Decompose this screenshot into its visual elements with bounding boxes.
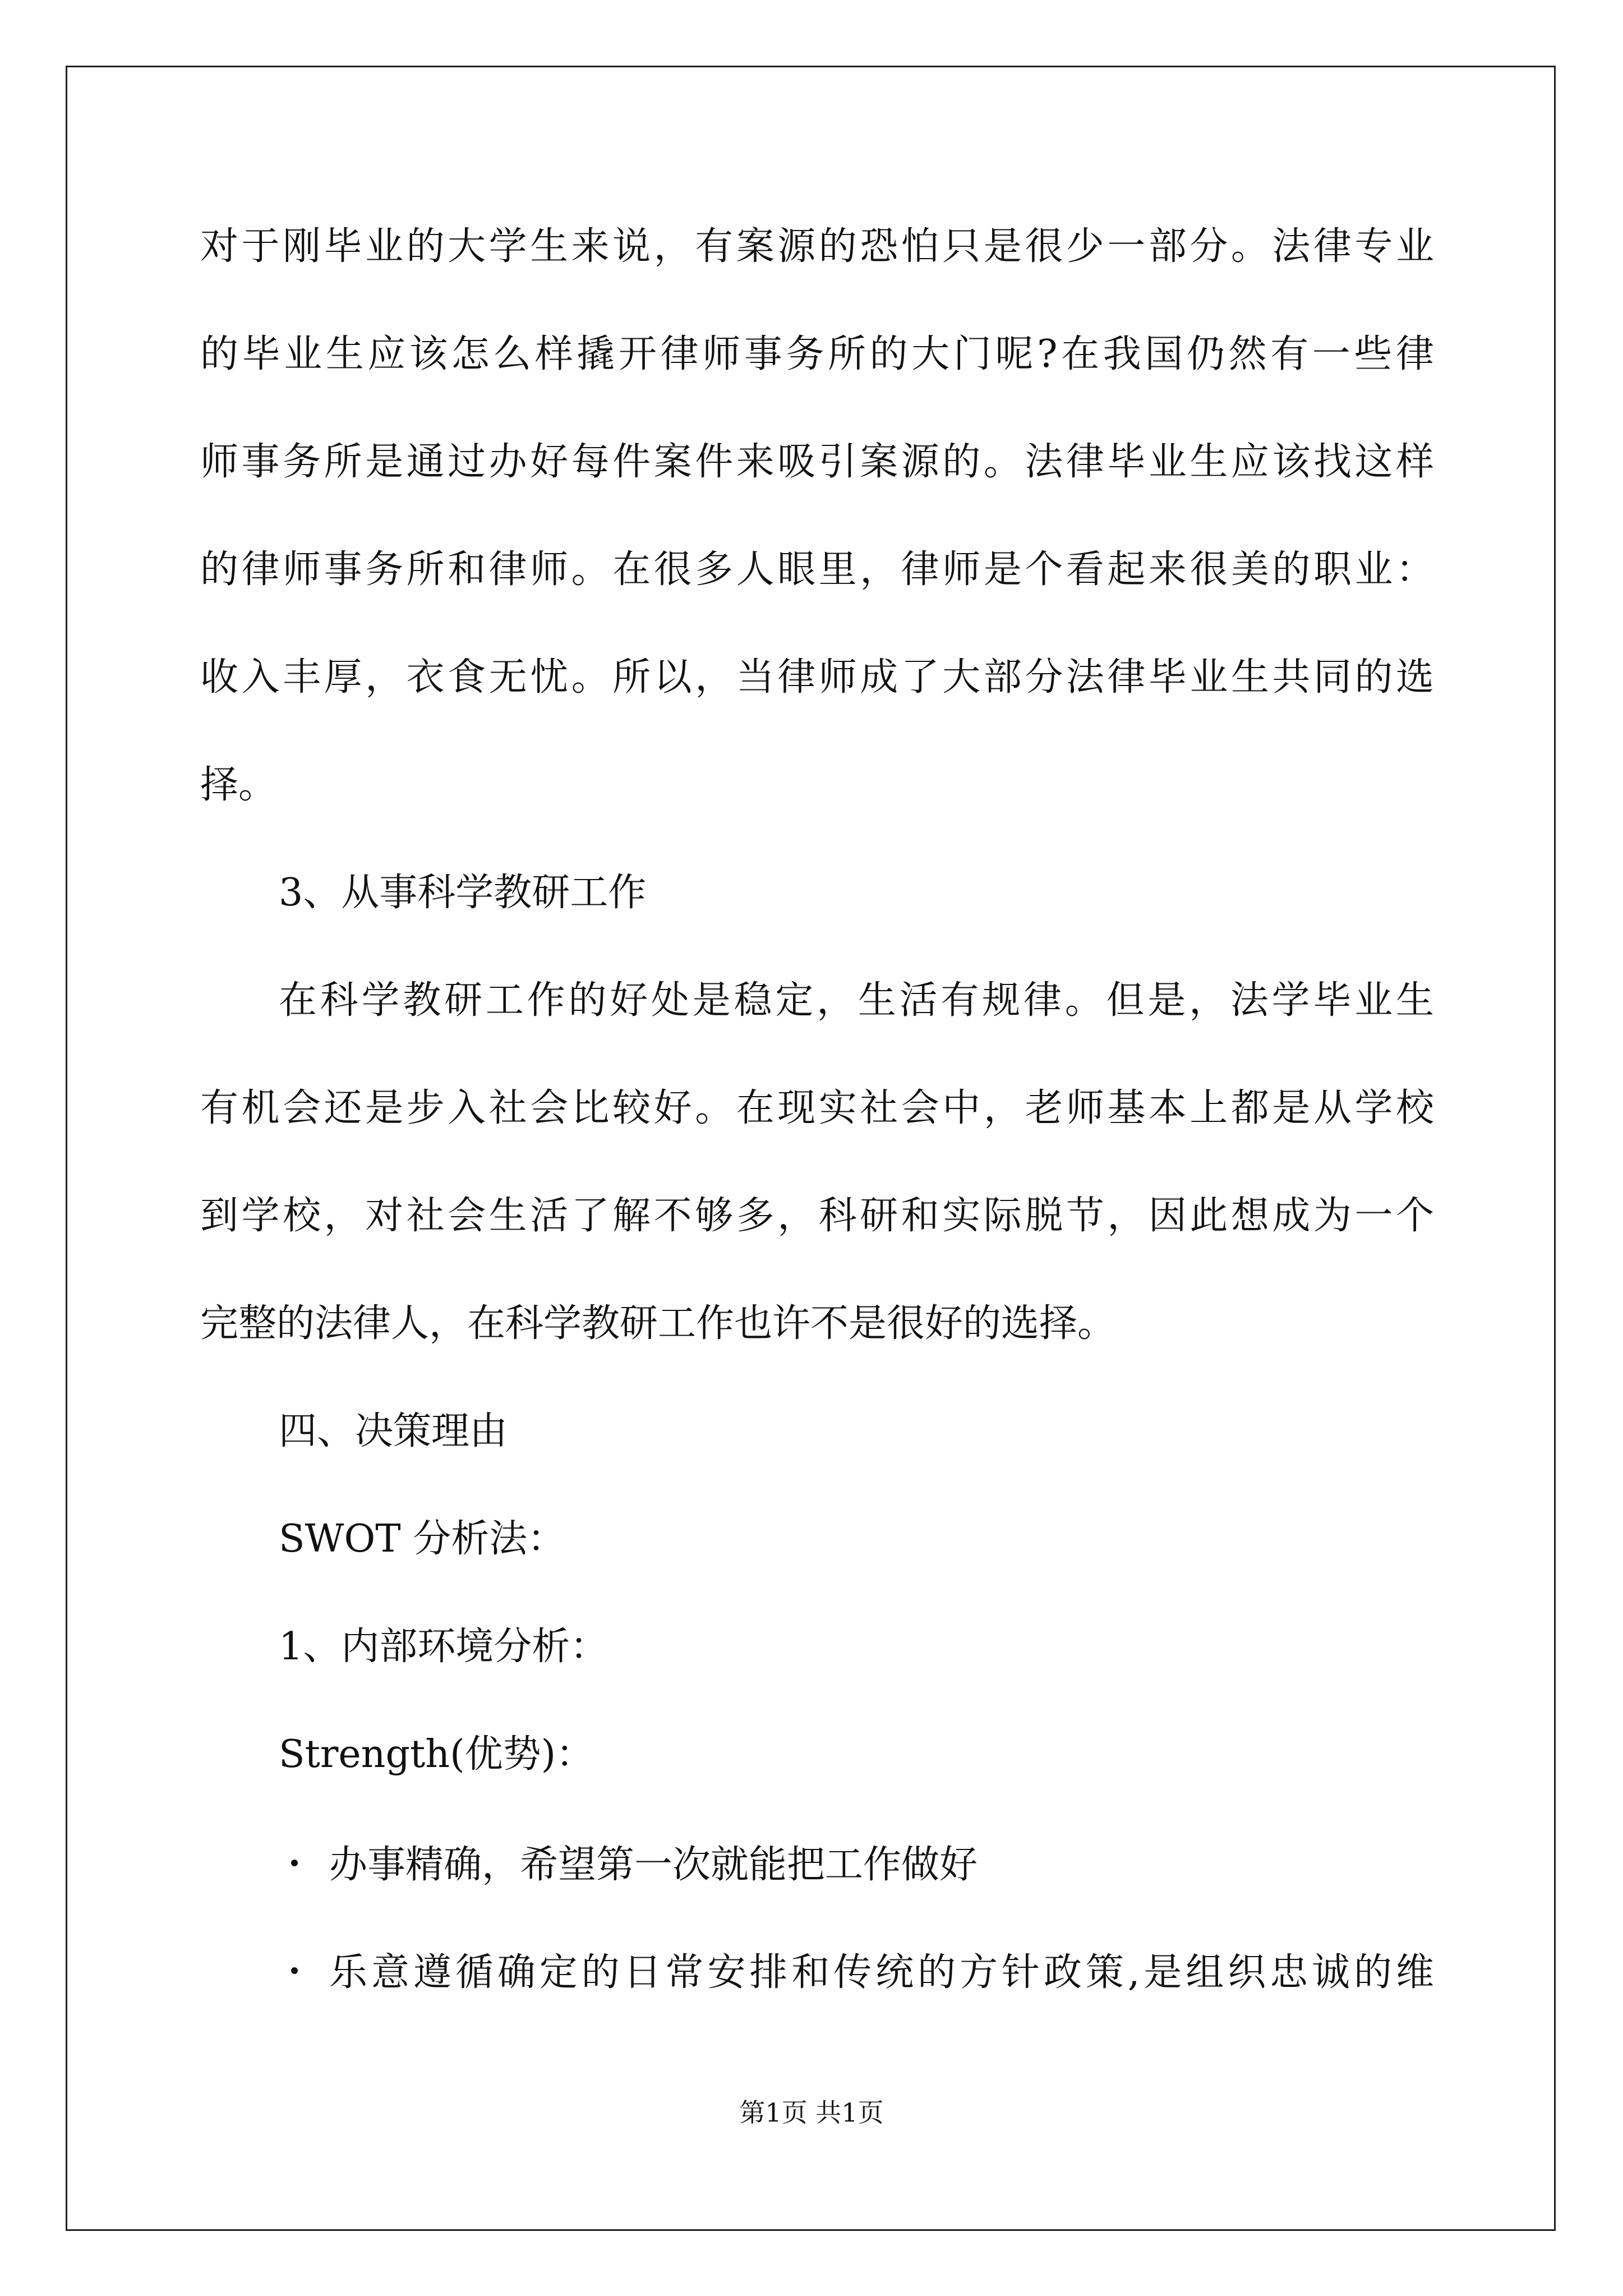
paragraph-line: 收入丰厚，衣食无忧。所以，当律师成了大部分法律毕业生共同的选 <box>200 655 1434 700</box>
subheading: Strength(优势)： <box>279 1732 594 1777</box>
bullet-text: 乐意遵循确定的日常安排和传统的方针政策,是组织忠诚的维 <box>329 1950 1434 1995</box>
bullet-icon <box>291 1860 298 1866</box>
paragraph-line: 择。 <box>200 763 277 807</box>
paragraph-line: 对于刚毕业的大学生来说，有案源的恐怕只是很少一部分。法律专业 <box>200 224 1434 269</box>
section-heading: 四、决策理由 <box>279 1409 508 1453</box>
bullet-item <box>291 1936 1434 2004</box>
paragraph-line: 到学校，对社会生活了解不够多，科研和实际脱节，因此想成为一个 <box>200 1194 1434 1238</box>
subheading: 1、内部环境分析： <box>279 1625 608 1669</box>
paragraph-line: 师事务所是通过办好每件案件来吸引案源的。法律毕业生应该找这样 <box>200 440 1434 484</box>
page-footer: 第1页 共1页 <box>739 2097 884 2128</box>
bullet-text: 办事精确，希望第一次就能把工作做好 <box>329 1842 978 1887</box>
bullet-item <box>291 1829 978 1896</box>
paragraph-line: 有机会还是步入社会比较好。在现实社会中，老师基本上都是从学校 <box>200 1086 1434 1130</box>
bullet-icon <box>291 1967 298 1974</box>
section-heading: 3、从事科学教研工作 <box>279 871 647 915</box>
paragraph-line: 的毕业生应该怎么样撬开律师事务所的大门呢?在我国仍然有一些律 <box>200 332 1434 376</box>
paragraph-line: 完整的法律人，在科学教研工作也许不是很好的选择。 <box>200 1301 1116 1346</box>
subheading: SWOT 分析法： <box>279 1517 566 1561</box>
paragraph-line: 的律师事务所和律师。在很多人眼里，律师是个看起来很美的职业： <box>200 547 1434 592</box>
paragraph-line: 在科学教研工作的好处是稳定，生活有规律。但是，法学毕业生 <box>279 978 1434 1023</box>
page-border <box>66 66 1556 2231</box>
